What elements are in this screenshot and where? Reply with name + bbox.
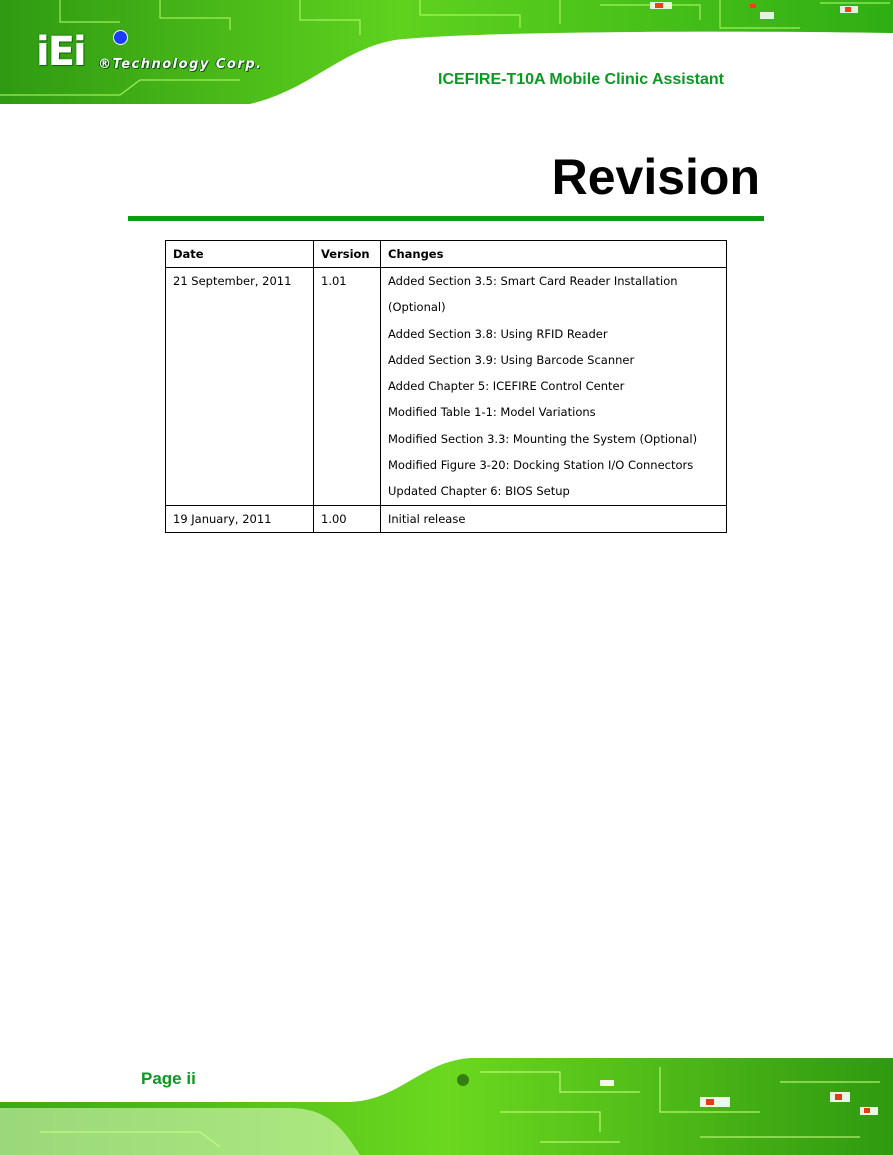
change-item: Modified Section 3.3: Mounting the System (Optional) [388,431,698,446]
row-changes [381,268,727,506]
document-title: ICEFIRE-T10A Mobile Clinic Assistant [438,71,724,88]
row-version: 1.01 [314,268,381,506]
change-item: Added Chapter 5: ICEFIRE Control Center [388,379,625,394]
revision-table [165,240,727,533]
change-item: Modified Figure 3-20: Docking Station I/O Connectors [388,458,694,473]
table-row [166,268,727,506]
change-item: Added Section 3.5: Smart Card Reader Installation [388,274,678,288]
header-banner [0,0,893,115]
change-item: Modified Table 1-1: Model Variations [388,405,596,420]
row-version: 1.00 [314,505,381,532]
change-item: Initial release [388,511,466,526]
column-header-date: Date [166,241,314,268]
change-item: Updated Chapter 6: BIOS Setup [388,484,570,499]
change-item: (Optional) [388,300,446,315]
column-header-changes: Changes [381,241,727,268]
column-header-version: Version [314,241,381,268]
table-header-row [166,241,727,268]
logo-mark: iEi [36,29,85,75]
footer-banner [0,1052,893,1155]
page-title: Revision [551,149,760,205]
page-number: Page ii [141,1069,196,1088]
row-changes [381,505,727,532]
change-item: Added Section 3.8: Using RFID Reader [388,326,608,341]
title-divider [128,216,764,221]
row-date: 21 September, 2011 [166,268,314,506]
iei-logo [36,30,276,74]
change-item: Added Section 3.9: Using Barcode Scanner [388,352,635,367]
logo-dot-icon [113,30,128,45]
row-date: 19 January, 2011 [166,505,314,532]
logo-text: ®Technology Corp. [98,57,263,72]
circuit-board-graphic [0,1052,893,1155]
table-row [166,505,727,532]
